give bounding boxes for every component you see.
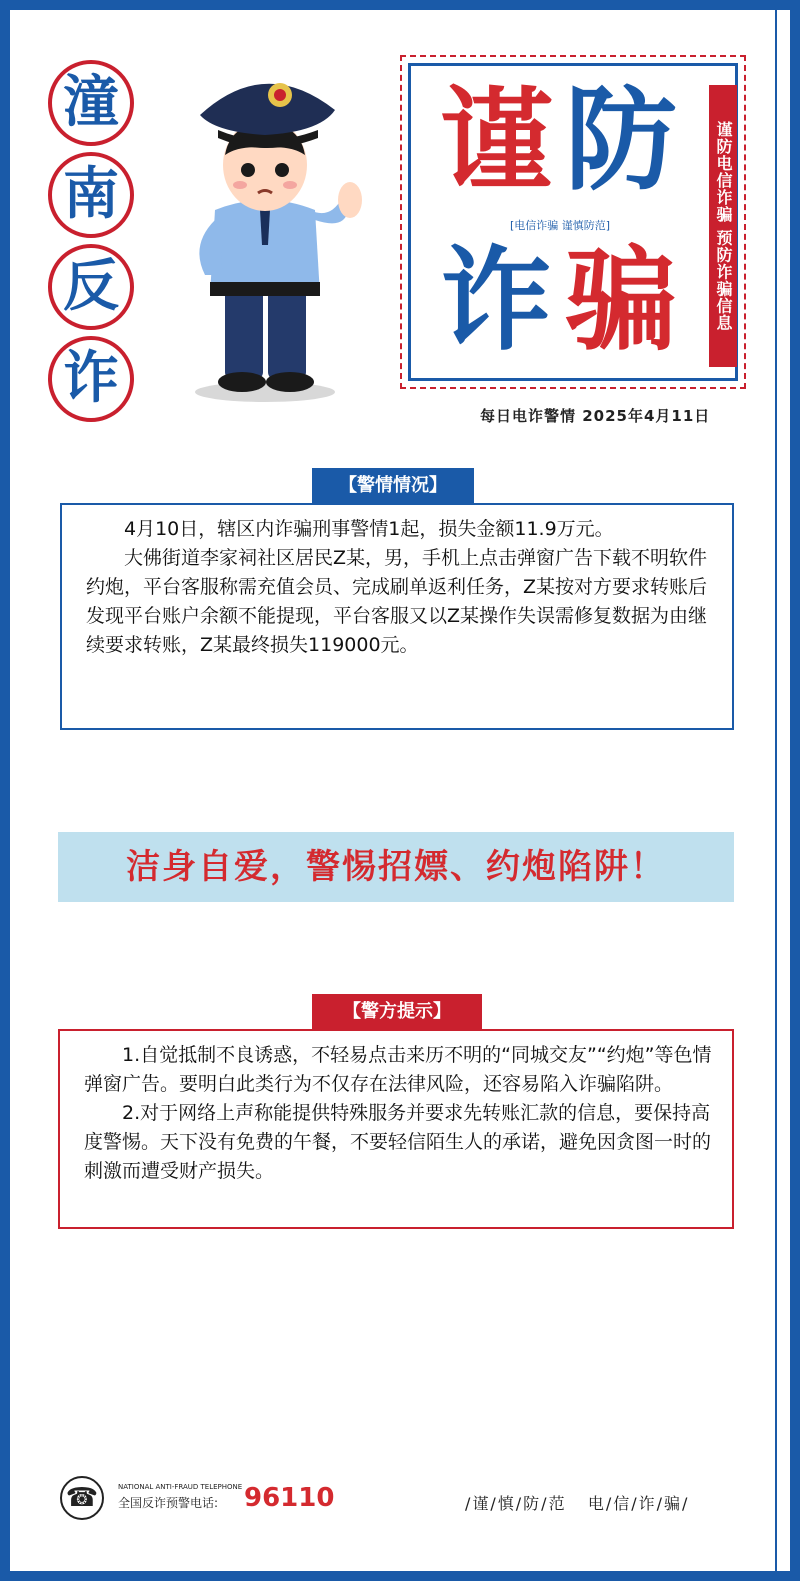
footer-slogan: /谨/慎/防/范 电/信/诈/骗/: [465, 1494, 690, 1513]
seal-text: 南: [63, 162, 119, 227]
warning-slogan: 洁身自爱，警惕招嫖、约炮陷阱！: [58, 832, 734, 902]
alert-paragraph: 4月10日，辖区内诈骗刑事警情1起，损失金额11.9万元。: [124, 518, 614, 540]
phone-icon: ☎: [60, 1476, 104, 1520]
hotline-number[interactable]: 96110: [244, 1483, 335, 1513]
hotline-label: 全国反诈预警电话:: [118, 1496, 219, 1510]
alert-heading: 【警情情况】: [312, 468, 474, 504]
seal-text: 诈: [63, 346, 119, 411]
seal-char-1: [48, 60, 134, 146]
margin-line: [775, 10, 777, 1571]
police-officer-illustration: [170, 60, 370, 405]
seal-char-3: [48, 244, 134, 330]
seal-text: 反: [63, 254, 119, 319]
title-char: 诈: [440, 236, 552, 366]
title-char: 防: [565, 76, 677, 206]
national-label: NATIONAL ANTI-FRAUD TELEPHONE: [118, 1483, 243, 1491]
tips-paragraph: 2.对于网络上声称能提供特殊服务并要求先转账汇款的信息，要保持高度警惕。天下没有免费的午餐，不要轻信陌生人的承诺，避免因贪图一时的刺激而遭受财产损失。: [84, 1102, 712, 1182]
daily-date-line: 每日电诈警情 2025年4月11日: [480, 407, 711, 425]
seal-char-4: [48, 336, 134, 422]
seal-text: 潼: [63, 70, 119, 135]
title-vertical-strip: 谨防电信诈骗 预防诈骗信息: [709, 85, 737, 367]
title-subtitle: [电信诈骗 谨慎防范]: [510, 219, 611, 232]
alert-panel: [60, 503, 734, 730]
title-char: 骗: [565, 236, 677, 366]
alert-paragraph: 大佛街道李家祠社区居民Z某，男，手机上点击弹窗广告下载不明软件约炮，平台客服称需充值会员、完成刷单返利任务，Z某按对方要求转账后发现平台账户余额不能提现，平台客服又以Z某操作失误需修复数据为由继续要求转账，Z某最终损失119000元。: [86, 547, 708, 656]
tips-panel: [58, 1029, 734, 1229]
title-char: 谨: [440, 76, 552, 206]
seal-char-2: [48, 152, 134, 238]
tips-heading: 【警方提示】: [312, 994, 482, 1030]
tips-paragraph: 1.自觉抵制不良诱惑，不轻易点击来历不明的“同城交友”“约炮”等色情弹窗广告。要明白此类行为不仅存在法律风险，还容易陷入诈骗陷阱。: [84, 1044, 712, 1095]
